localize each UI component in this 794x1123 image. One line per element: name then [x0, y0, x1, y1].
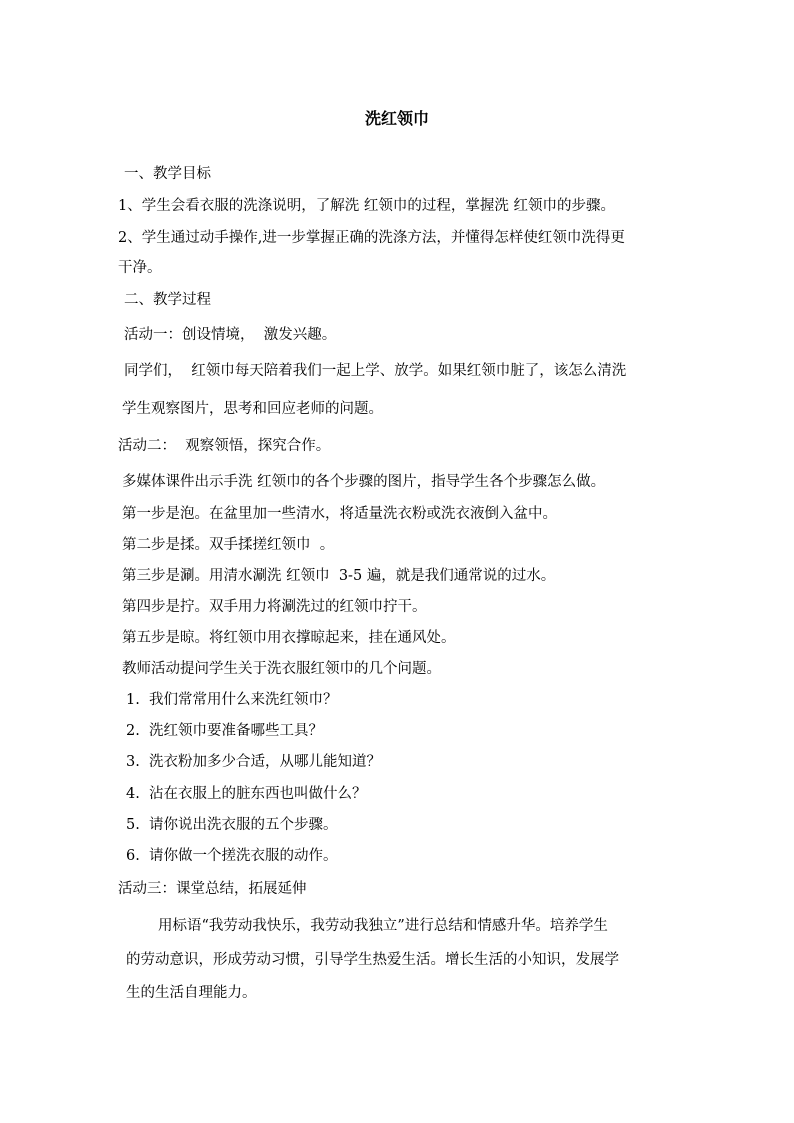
summary-line-2: 的劳动意识，形成劳动习惯，引导学生热爱生活。增长生活的小知识，发展学	[126, 952, 619, 968]
activity-2-intro: 多媒体课件出示手洗 红领巾的各个步骤的图片，指导学生各个步骤怎么做。	[122, 474, 606, 490]
process-heading: 二、教学过程	[124, 292, 211, 308]
step-4: 第四步是拧。双手用力将涮洗过的红领巾拧干。	[122, 599, 427, 615]
activity-1-title: 活动一：创设情境， 激发兴趣。	[124, 327, 337, 343]
step-5: 第五步是晾。将红领巾用衣撑晾起来，挂在通风处。	[122, 630, 456, 646]
question-3: 3. 洗衣粉加多少合适，从哪儿能知道？	[126, 754, 382, 770]
question-6: 6. 请你做一个搓洗衣服的动作。	[126, 848, 338, 864]
summary-line-1: 用标语“我劳动我快乐，我劳动我独立”进行总结和情感升华。培养学生	[158, 918, 608, 934]
document-title: 洗红领巾	[364, 109, 429, 128]
step-3: 第三步是涮。用清水涮洗 红领巾 3-5 遍，就是我们通常说的过水。	[122, 568, 556, 584]
activity-1-text: 同学们， 红领巾每天陪着我们一起上学、放学。如果红领巾脏了，该怎么清洗	[124, 363, 627, 379]
question-5: 5. 请你说出洗衣服的五个步骤。	[126, 817, 338, 833]
summary-line-3: 生的生活自理能力。	[126, 985, 257, 1001]
goal-2-line-1: 2、学生通过动手操作,进一步掌握正确的洗涤方法，并懂得怎样使红领巾洗得更	[118, 230, 625, 246]
activity-1-text-2: 学生观察图片，思考和回应老师的问题。	[122, 401, 383, 417]
step-2: 第二步是揉。双手揉搓红领巾 。	[122, 537, 335, 553]
teacher-question-intro: 教师活动提问学生关于洗衣服红领巾的几个问题。	[122, 661, 441, 677]
question-2: 2. 洗红领巾要准备哪些工具？	[126, 723, 324, 739]
goals-heading: 一、教学目标	[124, 166, 211, 182]
activity-3-title: 活动三：课堂总结，拓展延伸	[118, 881, 307, 897]
activity-2-title: 活动二： 观察领悟，探究合作。	[118, 438, 331, 454]
goal-2-line-2: 干净。	[118, 260, 162, 276]
step-1: 第一步是泡。在盆里加一些清水，将适量洗衣粉或洗衣液倒入盆中。	[122, 506, 557, 522]
question-1: 1. 我们常常用什么来洗红领巾？	[126, 692, 338, 708]
question-4: 4. 沾在衣服上的脏东西也叫做什么？	[126, 786, 367, 802]
goal-1: 1、学生会看衣服的洗涤说明，了解洗 红领巾的过程，掌握洗 红领巾的步骤。	[118, 198, 615, 214]
